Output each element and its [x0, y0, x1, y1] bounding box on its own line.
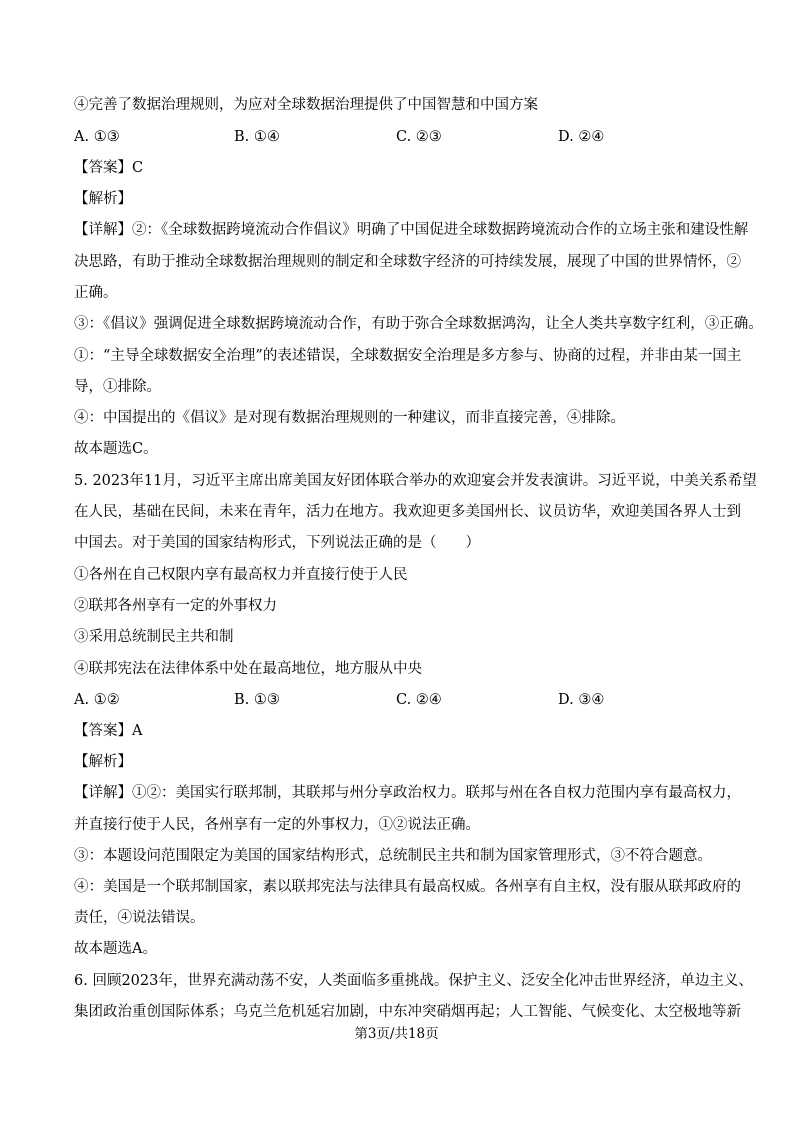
analysis-label: 【解析】 — [74, 754, 132, 770]
detail-line: 责任，④说法错误。 — [74, 910, 205, 926]
detail-line: ①：“主导全球数据安全治理”的表述错误，全球数据安全治理是多方参与、协商的过程，并非由某一国主 — [74, 348, 742, 364]
option-a: A. ①③ — [74, 129, 120, 145]
detail-line: 决思路，有助于推动全球数据治理规则的制定和全球数字经济的可持续发展，展现了中国的世界情怀，② — [74, 254, 741, 270]
options-row — [74, 690, 724, 710]
detail-line: 导，①排除。 — [74, 379, 161, 395]
detail-line: ③：本题设问范围限定为美国的国家结构形式，总统制民主共和制为国家管理形式，③不符合题意。 — [74, 848, 712, 864]
detail-line: ④：美国是一个联邦制国家，素以联邦宪法与法律具有最高权威。各州享有自主权，没有服从联邦政府的 — [74, 879, 741, 895]
statement-2: ②联邦各州享有一定的外事权力 — [74, 598, 277, 614]
option-a: A. ①② — [74, 692, 120, 708]
options-row — [74, 127, 724, 147]
statement-1: ①各州在自己权限内享有最高权力并直接行使于人民 — [74, 567, 408, 583]
conclusion-line: 故本题选A。 — [74, 941, 157, 957]
analysis-label: 【解析】 — [74, 191, 132, 207]
question-5-stem: 中国去。对于美国的国家结构形式，下列说法正确的是（ ） — [74, 535, 480, 551]
question-6-stem: 集团政治重创国际体系；乌克兰危机延宕加剧，中东冲突硝烟再起；人工智能、气候变化、太空极地等新 — [74, 1004, 741, 1020]
conclusion-line: 故本题选C。 — [74, 441, 158, 457]
option-c: C. ②③ — [396, 129, 442, 145]
answer-label: 【答案】C — [74, 160, 144, 176]
detail-line: 并直接行使于人民，各州享有一定的外事权力，①②说法正确。 — [74, 817, 480, 833]
detail-line: 【详解】②：《全球数据跨境流动合作倡议》明确了中国促进全球数据跨境流动合作的立场主张和建设性解 — [74, 222, 749, 238]
question-5-stem: 在人民，基础在民间，未来在青年，活力在地方。我欢迎更多美国州长、议员访华，欢迎美国各界人士到 — [74, 504, 741, 520]
statement-3: ③采用总统制民主共和制 — [74, 629, 234, 645]
option-d: D. ③④ — [558, 692, 605, 708]
option-b: B. ①③ — [234, 692, 280, 708]
detail-line: ③：《倡议》强调促进全球数据跨境流动合作，有助于弥合全球数据鸿沟，让全人类共享数字红利，③正确。 — [74, 316, 763, 332]
detail-line: 【详解】①②：美国实行联邦制，其联邦与州分享政治权力。联邦与州在各自权力范围内享有最高权力， — [74, 785, 741, 801]
question-6-stem: 6. 回顾2023年，世界充满动荡不安，人类面临多重挑战。保护主义、泛安全化冲击世界经济，单边主义、 — [74, 973, 753, 989]
question-5-stem: 5. 2023年11月，习近平主席出席美国友好团体联合举办的欢迎宴会并发表演讲。习近平说，中美关系希望 — [74, 473, 757, 489]
detail-line: 正确。 — [74, 285, 118, 301]
page-number: 第3页/共18页 — [354, 1026, 439, 1042]
statement-4: ④联邦宪法在法律体系中处在最高地位，地方服从中央 — [74, 661, 422, 677]
option-d: D. ②④ — [558, 129, 605, 145]
option-b: B. ①④ — [234, 129, 280, 145]
detail-line: ④：中国提出的《倡议》是对现有数据治理规则的一种建议，而非直接完善，④排除。 — [74, 410, 625, 426]
statement-4: ④完善了数据治理规则，为应对全球数据治理提供了中国智慧和中国方案 — [74, 97, 538, 113]
answer-label: 【答案】A — [74, 723, 143, 739]
option-c: C. ②④ — [396, 692, 442, 708]
